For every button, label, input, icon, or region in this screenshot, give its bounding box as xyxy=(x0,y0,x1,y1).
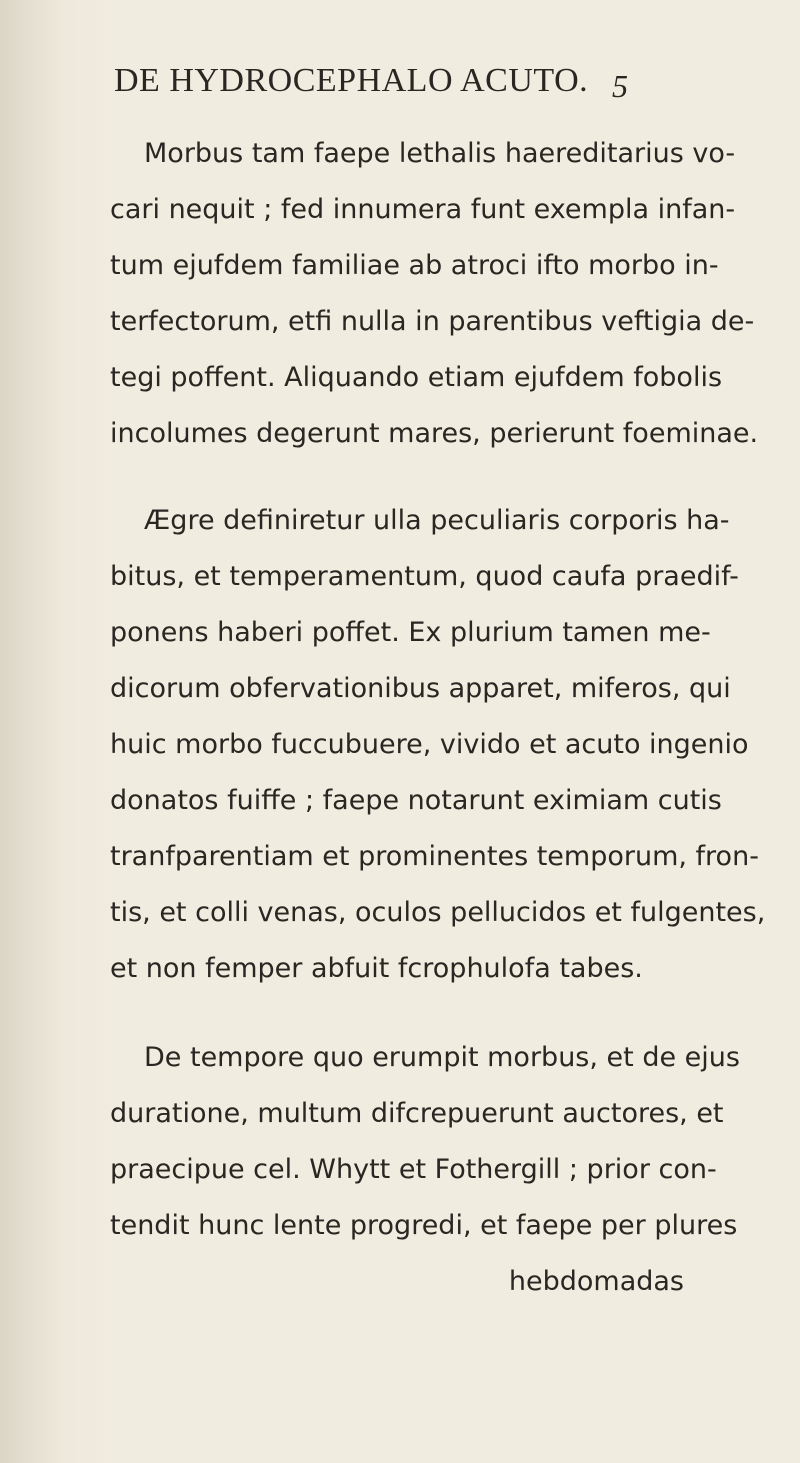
text-line: De tempore quo erumpit morbus, et de ejus xyxy=(144,1042,740,1073)
text-line: tranfparentiam et prominentes temporum, fron- xyxy=(110,841,759,872)
text-line: tis, et colli venas, oculos pellucidos et fulgentes, xyxy=(110,897,766,928)
text-line: bitus, et temperamentum, quod caufa praedif- xyxy=(110,561,739,592)
text-line: tendit hunc lente progredi, et faepe per plures xyxy=(110,1210,738,1241)
text-line: tegi poffent. Aliquando etiam ejufdem fobolis xyxy=(110,362,723,393)
text-line: cari nequit ; fed innumera funt exempla infan- xyxy=(110,194,736,225)
text-line: ponens haberi poffet. Ex plurium tamen me- xyxy=(110,617,711,648)
text-line: tum ejufdem familiae ab atroci ifto morbo in- xyxy=(110,250,719,281)
running-header xyxy=(114,62,654,100)
paragraph-3 xyxy=(110,1030,740,1310)
text-line: Morbus tam faepe lethalis haereditarius vo- xyxy=(144,138,736,169)
text-line: duratione, multum difcrepuerunt auctores, et xyxy=(110,1098,724,1129)
text-line: Ægre definiretur ulla peculiaris corporis ha- xyxy=(144,505,730,536)
text-line: dicorum obfervationibus apparet, miferos, qui xyxy=(110,673,731,704)
catchword: hebdomadas xyxy=(508,1266,684,1297)
text-line: et non femper abfuit fcrophulofa tabes. xyxy=(110,953,643,984)
text-line: donatos fuiffe ; faepe notarunt eximiam cutis xyxy=(110,785,722,816)
paragraph-1 xyxy=(110,126,759,462)
text-line: incolumes degerunt mares, perierunt foeminae. xyxy=(110,418,759,449)
paragraph-2 xyxy=(110,493,766,997)
text-line: terfectorum, etfi nulla in parentibus veftigia de- xyxy=(110,306,755,337)
text-line: huic morbo fuccubuere, vivido et acuto ingenio xyxy=(110,729,749,760)
page-number: 5 xyxy=(612,68,628,104)
text-line: praecipue cel. Whytt et Fothergill ; prior con- xyxy=(110,1154,717,1185)
running-title: DE HYDROCEPHALO ACUTO. xyxy=(114,62,589,99)
